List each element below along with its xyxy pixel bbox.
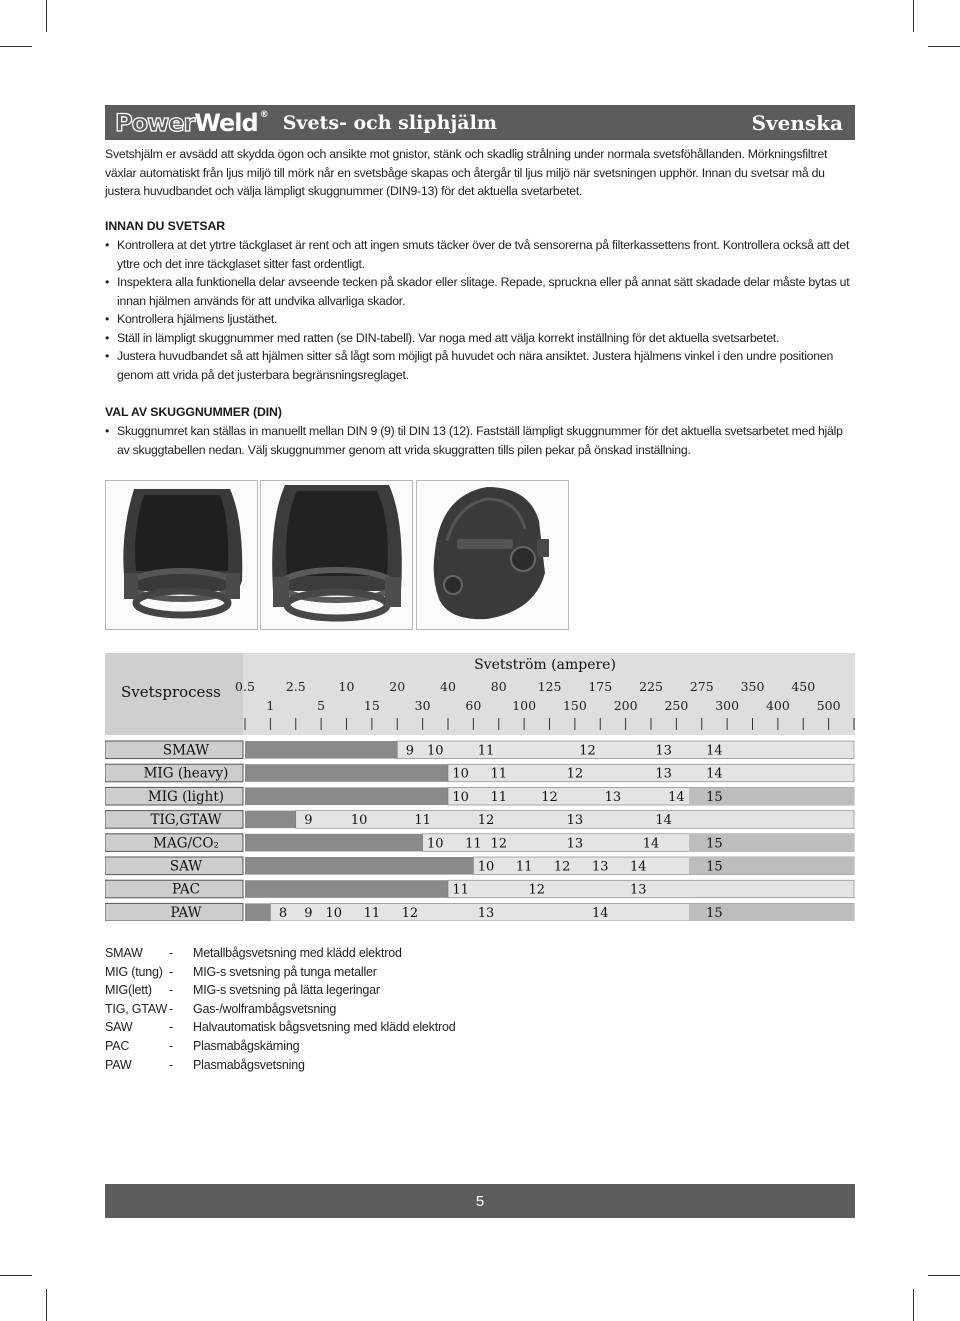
unusable-range-bar xyxy=(245,903,270,921)
list-item: • Inspektera alla funktionella delar avseende tecken på skador eller slitage. Repade, spruckna eller på annat sätt skadade delar måste bytas ut innan hjälmen används för att undvika allvarliga skador. xyxy=(105,273,857,310)
list-item: • Ställ in lämpligt skuggnummer med ratten (se DIN-tabell). Var noga med att välja korrekt inställning för det aktuella svetsarbetet. xyxy=(105,329,857,348)
unusable-range-bar xyxy=(245,811,296,829)
shade-number: 14 xyxy=(642,836,660,852)
amp-label-bottom: 500 xyxy=(816,698,841,713)
current-title: Svetström (ampere) xyxy=(474,657,616,673)
shade-number: 12 xyxy=(579,743,596,759)
shade-number: 11 xyxy=(363,905,381,921)
shade-number: 11 xyxy=(414,813,431,829)
amp-label-top: 225 xyxy=(639,679,663,694)
amp-label-bottom: 15 xyxy=(363,698,380,713)
shade-number: 15 xyxy=(706,905,723,921)
helmet-front-illustration xyxy=(261,481,412,629)
process-label: MAG/CO₂ xyxy=(153,835,219,852)
definition-desc: MIG-s svetsning på tunga metaller xyxy=(193,964,377,979)
shade-number: 11 xyxy=(477,743,495,759)
definition-abbr: PAC xyxy=(105,1038,130,1053)
shade-number: 9 xyxy=(304,905,313,921)
shade-number: 13 xyxy=(591,859,609,875)
unusable-range-bar xyxy=(245,741,397,759)
shade-number: 11 xyxy=(515,859,533,875)
shade-number: 13 xyxy=(604,789,622,805)
amp-label-bottom: 300 xyxy=(715,698,740,713)
definition-abbr: SMAW xyxy=(105,946,143,960)
definition-dash: - xyxy=(169,946,173,960)
definition-desc: Plasmabågsvetsning xyxy=(193,1057,305,1072)
shade-number: 11 xyxy=(452,882,469,898)
intro-paragraph: Svetshjälm er avsädd att skydda ögon och ansikte mot gnistor, stänk och skadlig strålning under normala svetsföhållanden. Mörkningsfiltret växlar automatiskt från ljus miljö till mörk når en svetsbåge skapas och återgår til ljus miljö när svetsningen upphör. Innan du svetsar må du justera huvudbandet och välja lämpligt skuggnummer (DIN9-13) för det aktuella svetarbetet. xyxy=(105,147,828,198)
crop-mark xyxy=(913,1289,914,1321)
definition-row xyxy=(105,1037,455,1056)
heading-before-welding: INNAN DU SVETSAR xyxy=(105,219,226,233)
heading-shade-selection: VAL AV SKUGGNUMMER (DIN) xyxy=(105,405,282,419)
definition-abbr: PAW xyxy=(105,1057,132,1072)
shade-number: 10 xyxy=(452,789,469,805)
unusable-range-bar xyxy=(245,857,473,875)
shade-number: 10 xyxy=(452,766,469,782)
process-label: SAW xyxy=(169,858,203,875)
crop-mark xyxy=(0,1275,32,1276)
shade-number: 11 xyxy=(490,789,508,805)
definition-abbr: SAW xyxy=(105,1020,133,1035)
shade-range-bar xyxy=(397,741,854,759)
process-label: PAW xyxy=(170,904,202,921)
shade-number: 14 xyxy=(630,859,647,875)
definition-dash: - xyxy=(169,1057,173,1072)
definition-abbr: MIG (tung) xyxy=(105,964,163,979)
definition-dash: - xyxy=(169,1038,173,1053)
definition-desc: Metallbågsvetsning med klädd elektrod xyxy=(193,946,402,960)
amp-label-bottom: 1 xyxy=(266,698,275,713)
amp-label-top: 125 xyxy=(537,679,562,694)
crop-mark xyxy=(46,0,47,32)
amp-label-top: 0.5 xyxy=(235,679,255,694)
amp-label-top: 175 xyxy=(588,679,613,694)
helmet-photo-front xyxy=(260,480,413,630)
amp-label-top: 10 xyxy=(338,679,355,694)
process-label: MIG (light) xyxy=(147,788,225,805)
amp-label-bottom: 400 xyxy=(765,698,790,713)
shade-number: 14 xyxy=(668,789,685,805)
crop-mark xyxy=(0,46,32,47)
shade-number: 10 xyxy=(427,743,444,759)
shade-number: 8 xyxy=(278,905,288,921)
shade-number: 13 xyxy=(566,813,584,829)
shade-number: 12 xyxy=(541,789,558,805)
amp-label-bottom: 250 xyxy=(664,698,689,713)
page-number: 5 xyxy=(475,1192,485,1210)
amp-label-bottom: 100 xyxy=(512,698,537,713)
unusable-range-bar xyxy=(245,787,448,805)
amp-label-top: 350 xyxy=(740,679,765,694)
definition-row xyxy=(105,1018,455,1037)
shade-number: 11 xyxy=(465,836,482,852)
shade-number: 14 xyxy=(591,905,609,921)
helmet-side-illustration xyxy=(417,481,568,629)
logo-power-text: Power xyxy=(115,108,195,137)
definition-desc: MIG-s svetsning på lätta legeringar xyxy=(193,983,380,998)
abbreviation-definitions xyxy=(105,944,455,1074)
definition-desc: Plasmabågskärning xyxy=(193,1038,300,1053)
process-label: SMAW xyxy=(162,742,210,759)
unusable-range-bar xyxy=(245,834,423,852)
logo-registered-mark: ® xyxy=(259,109,269,120)
list-item: • Kontrollera hjälmens ljustäthet. xyxy=(105,310,857,329)
logo-weld-text: Weld xyxy=(194,108,258,137)
amp-label-bottom: 30 xyxy=(414,698,431,713)
shade-number: 14 xyxy=(706,766,723,782)
amp-label-bottom: 60 xyxy=(465,698,482,713)
definition-abbr: TIG, GTAW xyxy=(105,1001,168,1016)
shade-number: 9 xyxy=(304,813,313,829)
amp-label-bottom: 5 xyxy=(317,698,326,713)
shade-number: 12 xyxy=(477,813,495,829)
process-label: MIG (heavy) xyxy=(143,765,229,782)
amp-label-top: 80 xyxy=(490,679,507,694)
definition-dash: - xyxy=(169,1001,173,1016)
helmet-inside-illustration xyxy=(106,481,257,629)
definition-desc: Gas-/wolframbågsvetsning xyxy=(193,1001,337,1016)
shade-range-bar xyxy=(448,764,854,782)
list-item: • Justera huvudbandet så att hjälmen sitter så lågt som möjligt på huvudet och nära ansiktet. Justera hjälmens vinkel i den undre positionen genom att vrida på det justerbara begränsningsreglaget. xyxy=(105,347,857,384)
shade-number: 12 xyxy=(553,859,571,875)
shade-number: 10 xyxy=(350,813,368,829)
amp-label-bottom: 200 xyxy=(613,698,638,713)
shade-number: 13 xyxy=(655,743,672,759)
definition-row xyxy=(105,963,455,982)
shade-number: 15 xyxy=(706,836,723,852)
amp-label-top: 275 xyxy=(689,679,714,694)
list-item: • Skuggnumret kan ställas in manuellt mellan DIN 9 (9) til DIN 13 (12). Fastställ lämpligt skuggnummer för det aktuella svetsarbetet med hjälp av skuggtabellen nedan. Välj skuggnummer genom att vrida skuggratten tills pilen pekar på önskad inställning. xyxy=(105,422,857,459)
process-title: Svetsprocess xyxy=(121,683,221,701)
header-bar xyxy=(105,105,855,140)
shade-number: 13 xyxy=(630,882,647,898)
definition-dash: - xyxy=(169,1020,173,1035)
shade-number: 9 xyxy=(405,743,415,759)
list-item: • Kontrollera at det ytrtre täckglaset är rent och att ingen smuts täcker över de två sensorerna på filterkassettens front. Kontrollera också att det yttre och det inre täckglaset sitter fast ordentligt. xyxy=(105,236,857,273)
amp-label-bottom: 150 xyxy=(562,698,587,713)
shade-selection-list xyxy=(105,422,857,459)
process-label: TIG,GTAW xyxy=(150,812,222,829)
shade-number: 13 xyxy=(566,836,584,852)
process-label: PAC xyxy=(172,881,200,898)
unusable-range-bar xyxy=(245,880,448,898)
shade-number: 12 xyxy=(490,836,508,852)
shade-number: 10 xyxy=(427,836,444,852)
crop-mark xyxy=(46,1289,47,1321)
shade-number-table xyxy=(105,653,855,921)
definition-row xyxy=(105,1000,455,1019)
crop-mark xyxy=(928,46,960,47)
page-footer xyxy=(105,1184,855,1218)
shade-number: 12 xyxy=(528,882,546,898)
crop-mark xyxy=(913,0,914,32)
helmet-photo-inside xyxy=(105,480,258,630)
amp-label-top: 40 xyxy=(440,679,456,694)
amp-label-top: 450 xyxy=(791,679,816,694)
unusable-range-bar xyxy=(245,764,448,782)
shade-number: 11 xyxy=(490,766,508,782)
shade-number: 13 xyxy=(655,766,672,782)
definition-dash: - xyxy=(169,964,173,979)
shade-number: 12 xyxy=(566,766,584,782)
helmet-photo-side xyxy=(416,480,569,630)
shade-number: 12 xyxy=(401,905,419,921)
definition-row xyxy=(105,944,455,963)
language-label: Svenska xyxy=(751,110,843,135)
shade-number: 13 xyxy=(477,905,495,921)
shade-number: 15 xyxy=(706,859,723,875)
shade-number: 14 xyxy=(706,743,723,759)
document-title: Svets- och sliphjälm xyxy=(282,111,497,134)
definition-row xyxy=(105,1056,455,1075)
definition-dash: - xyxy=(169,983,173,998)
crop-mark xyxy=(928,1275,960,1276)
shade-number: 10 xyxy=(325,905,343,921)
shade-number: 15 xyxy=(706,789,723,805)
definition-desc: Halvautomatisk bågsvetsning med klädd elektrod xyxy=(193,1020,456,1035)
powerweld-logo xyxy=(115,108,269,137)
definition-row xyxy=(105,981,455,1000)
amp-label-top: 20 xyxy=(389,679,406,694)
shade-range-bar xyxy=(448,880,854,898)
shade-number: 14 xyxy=(655,813,672,829)
before-welding-list xyxy=(105,236,857,384)
shade-number: 10 xyxy=(477,859,495,875)
definition-abbr: MIG(lett) xyxy=(105,983,152,998)
amp-label-top: 2.5 xyxy=(285,679,306,694)
